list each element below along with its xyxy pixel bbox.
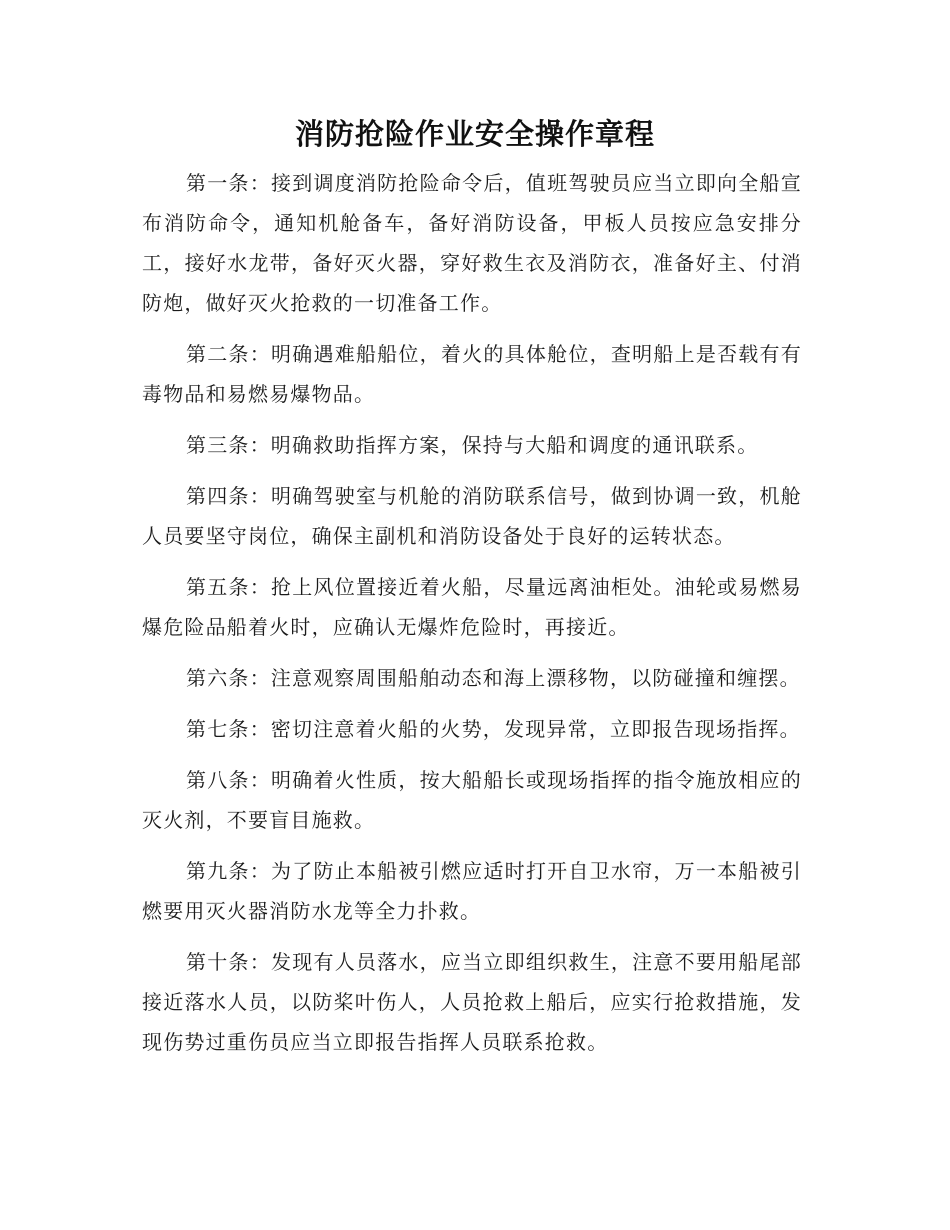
article-4: 第四条：明确驾驶室与机舱的消防联系信号，做到协调一致，机舱人员要坚守岗位，确保主副机和消防设备处于良好的运转状态。 (142, 484, 802, 548)
article-3: 第三条：明确救助指挥方案，保持与大船和调度的通讯联系。 (186, 433, 759, 457)
document-title: 消防抢险作业安全操作章程 (294, 117, 655, 151)
article-8: 第八条：明确着火性质，按大船船长或现场指挥的指令施放相应的灭火剂，不要盲目施救。 (142, 768, 802, 832)
article-10: 第十条：发现有人员落水，应当立即组织救生，注意不要用船尾部接近落水人员，以防桨叶伤人，人员抢救上船后，应实行抢救措施，发现伤势过重伤员应当立即报告指挥人员联系抢救。 (142, 950, 802, 1054)
document-body (142, 163, 802, 1073)
article-7: 第七条：密切注意着火船的火势，发现异常，立即报告现场指挥。 (186, 717, 801, 741)
article-2: 第二条：明确遇难船船位，着火的具体舱位，查明船上是否载有有毒物品和易燃易爆物品。 (142, 342, 802, 406)
article-5: 第五条：抢上风位置接近着火船，尽量远离油柜处。油轮或易燃易爆危险品船着火时，应确认无爆炸危险时，再接近。 (142, 575, 802, 639)
article-6: 第六条：注意观察周围船舶动态和海上漂移物，以防碰撞和缠摆。 (186, 666, 801, 690)
article-9: 第九条：为了防止本船被引燃应适时打开自卫水帘，万一本船被引燃要用灭火器消防水龙等全力扑救。 (142, 859, 802, 923)
article-1: 第一条：接到调度消防抢险命令后，值班驾驶员应当立即向全船宣布消防命令，通知机舱备车，备好消防设备，甲板人员按应急安排分工，接好水龙带，备好灭火器，穿好救生衣及消防衣，准备好主、付消防炮，做好灭火抢救的一切准备工作。 (142, 171, 802, 315)
